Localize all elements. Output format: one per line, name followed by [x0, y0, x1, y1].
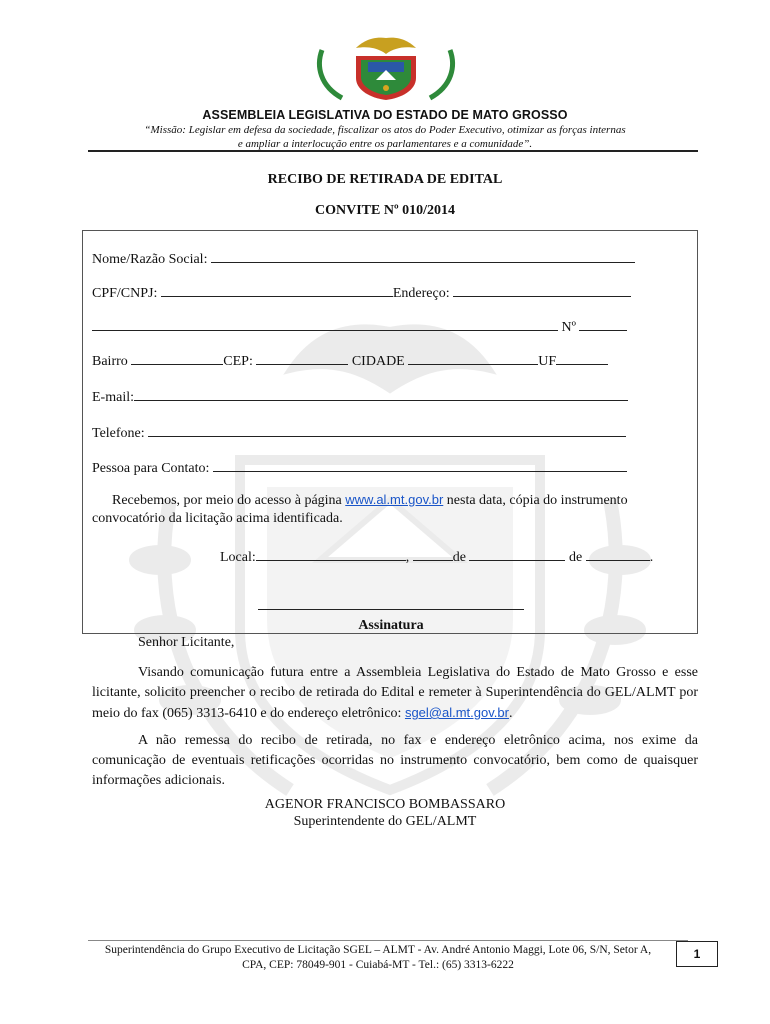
de-label-1: de [452, 550, 466, 565]
contact-field[interactable] [213, 457, 627, 472]
page-number: 1 [676, 941, 718, 967]
phone-row [92, 422, 626, 442]
name-field[interactable] [211, 248, 635, 263]
uf-field[interactable] [556, 350, 608, 365]
signature-line[interactable] [258, 609, 524, 610]
coat-of-arms-logo [312, 36, 460, 102]
district-row [92, 350, 608, 370]
address-continuation-field[interactable] [92, 316, 558, 331]
signature-label: Assinatura [358, 618, 424, 633]
local-date-row [220, 546, 653, 566]
de-label-2: de [568, 550, 583, 565]
paragraph-1-text: Visando comunicação futura entre a Assembleia Legislativa do Estado de Mato Grosso e esse licitante, solicito preencher o recibo de retirada do Edital e remeter à Superintendência do GEL/ALMT por meio do fax (065) 3313-6410 e do endereço eletrônico: [92, 665, 698, 721]
local-label: Local: [220, 550, 256, 565]
receipt-text-before: Recebemos, por meio do acesso à página [112, 493, 342, 508]
phone-field[interactable] [148, 422, 626, 437]
cep-label: CEP: [223, 354, 253, 369]
cpf-label: CPF/CNPJ: [92, 286, 158, 301]
district-label: Bairro [92, 354, 128, 369]
mission-line-2: e ampliar a interlocução entre os parlamentares e a comunidade”. [237, 138, 533, 150]
paragraph-2: A não remessa do recibo de retirada, no fax e endereço eletrônico acima, nos exime da comunicação de eventuais retificações ocorridas no instrumento convocatório, bem como de quaisquer informações adicionais. [92, 733, 698, 788]
contact-row [92, 457, 627, 477]
email-link[interactable]: sgel@al.mt.gov.br [404, 705, 509, 720]
organization-name: ASSEMBLEIA LEGISLATIVA DO ESTADO DE MATO GROSSO [202, 108, 568, 122]
address-label: Endereço: [392, 286, 450, 301]
website-link[interactable]: www.al.mt.gov.br [345, 492, 444, 507]
paragraph-1-end: . [508, 706, 513, 721]
number-field[interactable] [579, 316, 627, 331]
address-field[interactable] [453, 282, 631, 297]
number-label: Nº [561, 320, 576, 335]
date-period: . [649, 550, 654, 565]
document-subtitle: CONVITE Nº 010/2014 [315, 203, 455, 218]
email-field[interactable] [134, 386, 628, 401]
uf-label: UF [538, 354, 557, 369]
receipt-text-after: nesta data, cópia do instrumento [446, 493, 628, 508]
cpf-field[interactable] [161, 282, 393, 297]
cep-field[interactable] [256, 350, 348, 365]
email-label: E-mail: [92, 390, 134, 405]
contact-label: Pessoa para Contato: [92, 461, 210, 476]
year-field[interactable] [586, 546, 650, 561]
signer-name: AGENOR FRANCISCO BOMBASSARO [264, 797, 506, 812]
local-field[interactable] [256, 546, 406, 561]
footer-divider [88, 940, 688, 941]
receipt-statement-line-2: convocatório da licitação acima identificada. [92, 511, 343, 526]
mission-line-1: “Missão: Legislar em defesa da sociedade, fiscalizar os atos do Poder Executivo, otimizar as forças internas [144, 124, 626, 136]
document-title: RECIBO DE RETIRADA DE EDITAL [267, 172, 503, 187]
name-label: Nome/Razão Social: [92, 252, 208, 267]
paragraph-1 [92, 663, 698, 724]
month-field[interactable] [469, 546, 565, 561]
city-label: CIDADE [351, 354, 405, 369]
district-field[interactable] [131, 350, 223, 365]
city-field[interactable] [408, 350, 538, 365]
receipt-statement-line-1 [112, 492, 628, 509]
name-field-row [92, 248, 635, 268]
address-number-row [92, 316, 627, 336]
day-field[interactable] [413, 546, 453, 561]
cpf-address-row [92, 282, 631, 302]
footer-line-1: Superintendência do Grupo Executivo de Licitação SGEL – ALMT - Av. André Antonio Maggi, Lote 06, S/N, Setor A, [104, 944, 652, 956]
email-row [92, 386, 628, 406]
local-comma: , [405, 550, 410, 565]
signer-role: Superintendente do GEL/ALMT [293, 814, 477, 829]
footer-line-2: CPA, CEP: 78049-901 - Cuiabá-MT - Tel.: (65) 3313-6222 [242, 959, 514, 971]
header-divider [88, 150, 698, 152]
footer-address [88, 943, 668, 973]
salutation: Senhor Licitante, [138, 635, 235, 650]
phone-label: Telefone: [92, 426, 145, 441]
